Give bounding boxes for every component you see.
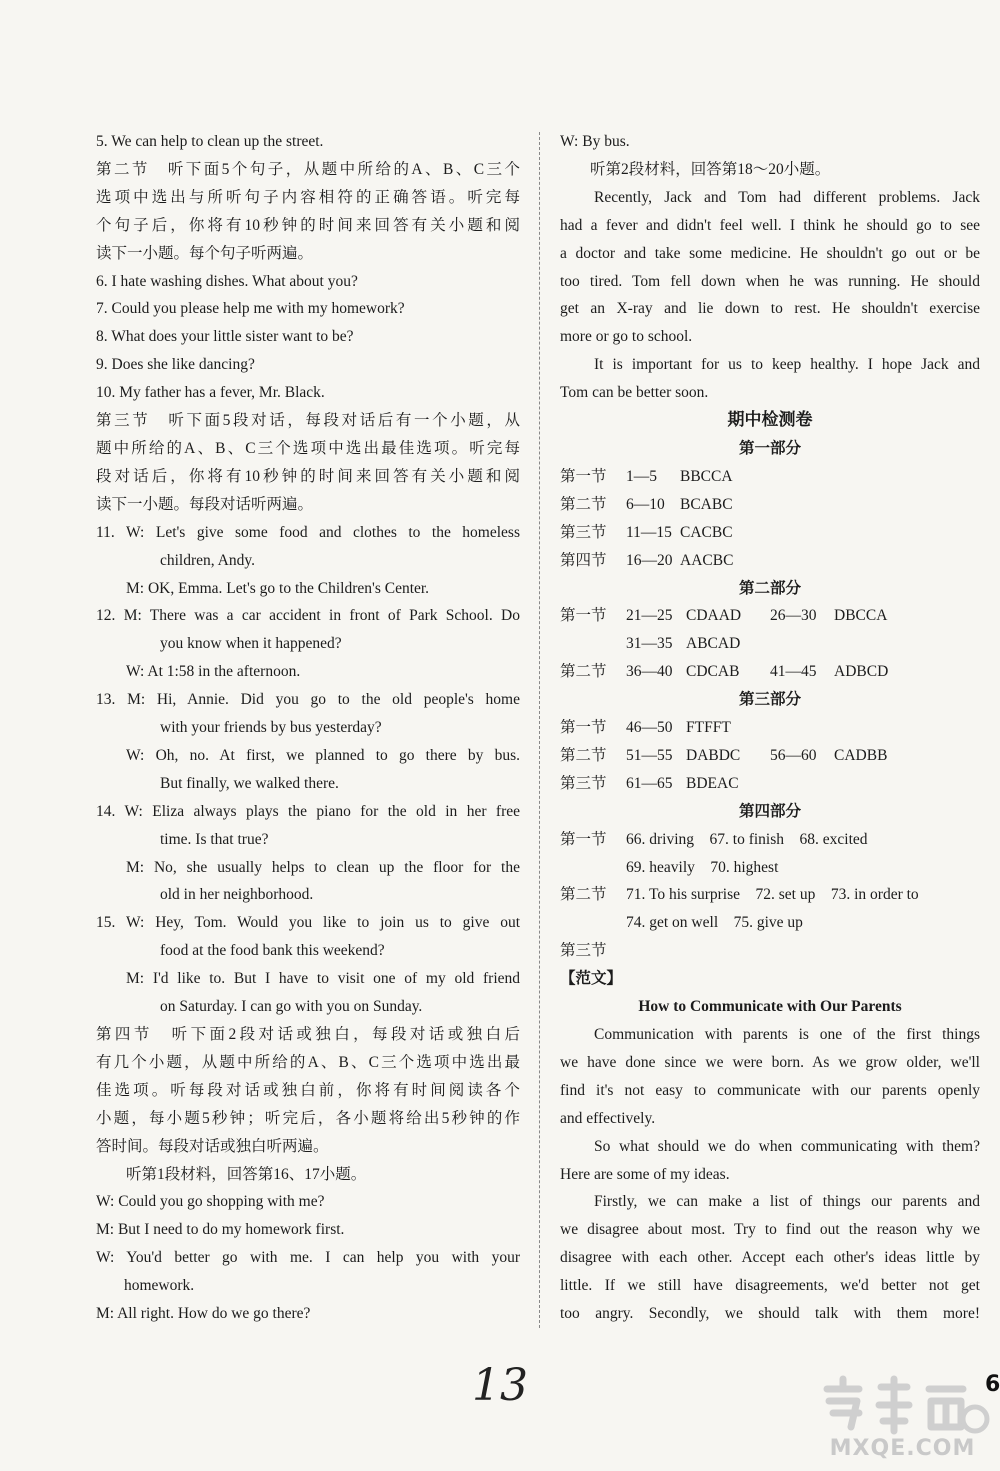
question-range: 61—65: [626, 774, 673, 792]
question-range: 51—55: [626, 746, 673, 764]
left-column: [96, 128, 520, 1328]
dialogue-line: W: Oh, no. At first, we planned to go there by bus.: [126, 746, 520, 764]
essay-line: Here are some of my ideas.: [560, 1165, 730, 1183]
essay-line: we disagree about most. Try to find out the reason why we: [560, 1221, 980, 1239]
essay-line: Communication with parents is one of the first things: [594, 1026, 980, 1043]
answer-row: [560, 491, 980, 519]
section-instruction: 段对话后，你将有10秒钟的时间来回答有关小题和阅: [96, 467, 520, 485]
question-line: 7. Could you please help me with my homework?: [96, 300, 405, 318]
essay-line: So what should we do when communicating with them?: [594, 1137, 980, 1155]
essay-line: find it's not easy to communicate with our parents openly: [560, 1081, 980, 1099]
section-label: 第三节: [560, 523, 607, 541]
question-range: 31—35: [626, 635, 673, 653]
answer-row: [560, 630, 980, 658]
answer-key: 66. driving 67. to finish 68. excited: [626, 830, 868, 848]
dialogue-line: homework.: [124, 1277, 195, 1295]
dialogue-line: food at the food bank this weekend?: [160, 942, 385, 960]
question-line: 10. My father has a fever, Mr. Black.: [96, 384, 325, 402]
question-line: 6. I hate washing dishes. What about you?: [96, 272, 358, 290]
section-label: 第二节: [560, 886, 607, 904]
passage-line: get an X-ray and lie down to rest. He shouldn't exercise: [560, 300, 980, 318]
answer-row: [560, 881, 980, 909]
question-range: 1—5: [626, 467, 657, 485]
dialogue-line: M: OK, Emma. Let's go to the Children's Center.: [126, 579, 430, 597]
dialogue-line: M: All right. How do we go there?: [96, 1305, 311, 1323]
answer-row: [560, 826, 980, 854]
question-range: 16—20: [626, 551, 673, 569]
section-instruction: 题中所给的A、B、C三个选项中选出最佳选项。听完每: [96, 439, 520, 457]
essay-line: little. If we still have disagreements, we'd better not get: [560, 1277, 980, 1295]
answer-key: AACBC: [680, 551, 734, 569]
section-instruction: 佳选项。听每段对话或独白前，你将有时间阅读各个: [96, 1081, 520, 1099]
answer-row: [560, 770, 980, 798]
edge-character: 6: [985, 1372, 1000, 1397]
answer-row: [560, 854, 980, 882]
answer-key: 69. heavily 70. highest: [626, 858, 779, 876]
dialogue-line: 15. W: Hey, Tom. Would you like to join us to give out: [96, 914, 520, 932]
part-heading: 第四部分: [738, 801, 801, 820]
answer-row: [560, 742, 980, 770]
right-column: [560, 128, 980, 1328]
answer-key: BDEAC: [686, 774, 739, 792]
question-range: 21—25: [626, 607, 673, 625]
material-label: 听第2段材料，回答第18～20小题。: [590, 160, 831, 178]
watermark-logo: [815, 1375, 990, 1465]
section-label: 第一节: [560, 467, 607, 485]
part-heading: 第二部分: [738, 578, 801, 597]
answer-row: [560, 463, 980, 491]
question-range: 36—40: [626, 663, 673, 681]
answer-key: FTFFT: [686, 719, 731, 737]
dialogue-line: M: But I need to do my homework first.: [96, 1221, 345, 1239]
section-instruction: 读下一小题。每个句子听两遍。: [96, 244, 314, 262]
section-instruction: 小题，每小题5秒钟；听完后，各小题将给出5秒钟的作: [96, 1109, 520, 1127]
answer-row: [560, 937, 980, 965]
passage-line: Tom can be better soon.: [560, 384, 709, 402]
section-instruction: 选项中选出与所听句子内容相符的正确答语。听完每: [96, 188, 520, 206]
answer-key: ADBCD: [834, 663, 889, 681]
sample-essay-label: 【范文】: [560, 970, 623, 988]
passage-line: It is important for us to keep healthy. I hope Jack and: [594, 356, 980, 374]
answer-row: [560, 602, 980, 630]
passage-line: had a fever and didn't feel well. I think he should go to see: [560, 216, 980, 234]
section-label: 第一节: [560, 830, 607, 848]
section-label: 第一节: [560, 719, 607, 737]
answer-key: CACBC: [680, 523, 733, 541]
section-label: 第二节: [560, 495, 607, 513]
answer-key: DABDC: [686, 746, 741, 764]
dialogue-line: W: At 1:58 in the afternoon.: [126, 663, 301, 681]
answer-key: BCABC: [680, 495, 733, 513]
section-instruction: 第三节 听下面5段对话，每段对话后有一个小题，从: [96, 412, 520, 430]
section-label: 第三节: [560, 774, 607, 792]
question-line: 8. What does your little sister want to be?: [96, 328, 354, 346]
answer-row: [560, 547, 980, 575]
section-instruction: 个句子后，你将有10秒钟的时间来回答有关小题和阅: [96, 216, 520, 234]
watermark-text: MXQE.COM: [829, 1436, 976, 1461]
section-instruction: 有几个小题，从题中所给的A、B、C三个选项中选出最: [96, 1053, 520, 1071]
answer-key: BBCCA: [680, 467, 733, 485]
dialogue-line: W: By bus.: [560, 133, 630, 150]
answer-key: CDCAB: [686, 663, 740, 681]
question-range: 26—30: [770, 607, 817, 625]
essay-line: too angry. Secondly, we should talk with them more!: [560, 1305, 980, 1323]
dialogue-line: you know when it happened?: [160, 635, 342, 653]
passage-line: too tired. Tom fell down when he was running. He should: [560, 272, 980, 290]
part-heading: 第一部分: [738, 438, 801, 457]
dialogue-line: old in her neighborhood.: [160, 886, 314, 904]
column-divider: [539, 132, 540, 1328]
part-heading: 第三部分: [738, 690, 801, 709]
dialogue-line: children, Andy.: [160, 551, 255, 569]
watermark-icon: [815, 1375, 990, 1437]
answer-row: [560, 909, 980, 937]
passage-line: more or go to school.: [560, 328, 693, 346]
essay-title: How to Communicate with Our Parents: [638, 998, 902, 1016]
dialogue-line: on Saturday. I can go with you on Sunday.: [160, 998, 423, 1016]
section-label: 第二节: [560, 746, 607, 764]
answer-key: CDAAD: [686, 607, 742, 625]
answer-key: CADBB: [834, 746, 888, 764]
dialogue-line: 11. W: Let's give some food and clothes to the homeless: [96, 523, 520, 541]
dialogue-line: 14. W: Eliza always plays the piano for the old in her free: [96, 802, 520, 820]
essay-line: Firstly, we can make a list of things our parents and: [594, 1193, 980, 1211]
answer-key: DBCCA: [834, 607, 888, 625]
dialogue-line: W: You'd better go with me. I can help you with your: [96, 1249, 520, 1267]
dialogue-line: But finally, we walked there.: [160, 774, 339, 792]
question-range: 11—15: [626, 523, 672, 541]
passage-line: Recently, Jack and Tom had different problems. Jack: [594, 188, 980, 206]
dialogue-line: W: Could you go shopping with me?: [96, 1193, 325, 1211]
section-label: 第一节: [560, 607, 607, 625]
question-range: 46—50: [626, 719, 673, 737]
exam-title: 期中检测卷: [727, 410, 813, 431]
answer-row: [560, 714, 980, 742]
dialogue-line: with your friends by bus yesterday?: [160, 719, 382, 737]
section-instruction: 答时间。每段对话或独白听两遍。: [96, 1137, 329, 1155]
dialogue-line: M: No, she usually helps to clean up the floor for the: [126, 858, 520, 876]
answer-row: [560, 658, 980, 686]
section-label: 第三节: [560, 942, 607, 960]
section-label: 第二节: [560, 663, 607, 681]
essay-line: and effectively.: [560, 1109, 656, 1127]
answer-row: [560, 519, 980, 547]
text-line: 5. We can help to clean up the street.: [96, 133, 324, 150]
essay-line: we have done since we were born. As we grow older, we'll: [560, 1053, 980, 1071]
answer-key: 71. To his surprise 72. set up 73. in order to: [626, 886, 919, 904]
section-instruction: 第四节 听下面2段对话或独白，每段对话或独白后: [96, 1026, 520, 1043]
answer-key: 74. get on well 75. give up: [626, 914, 803, 932]
essay-line: disagree with each other. Accept each other's ideas little by: [560, 1249, 980, 1267]
dialogue-line: 13. M: Hi, Annie. Did you go to the old people's home: [96, 691, 520, 709]
question-range: 56—60: [770, 746, 817, 764]
dialogue-line: 12. M: There was a car accident in front of Park School. Do: [96, 607, 520, 625]
section-instruction: 第二节 听下面5个句子，从题中所给的A、B、C三个: [96, 160, 520, 178]
dialogue-line: time. Is that true?: [160, 830, 269, 848]
passage-line: a doctor and take some medicine. He shouldn't go out or be: [560, 244, 980, 262]
section-instruction: 读下一小题。每段对话听两遍。: [96, 495, 314, 513]
question-range: 6—10: [626, 495, 665, 513]
page-number: 13: [472, 1360, 528, 1411]
section-label: 第四节: [560, 551, 607, 569]
question-range: 41—45: [770, 663, 817, 681]
answer-key: ABCAD: [686, 635, 741, 653]
material-label: 听第1段材料，回答第16、17小题。: [126, 1165, 367, 1183]
dialogue-line: M: I'd like to. But I have to visit one of my old friend: [126, 970, 520, 988]
question-line: 9. Does she like dancing?: [96, 356, 255, 374]
